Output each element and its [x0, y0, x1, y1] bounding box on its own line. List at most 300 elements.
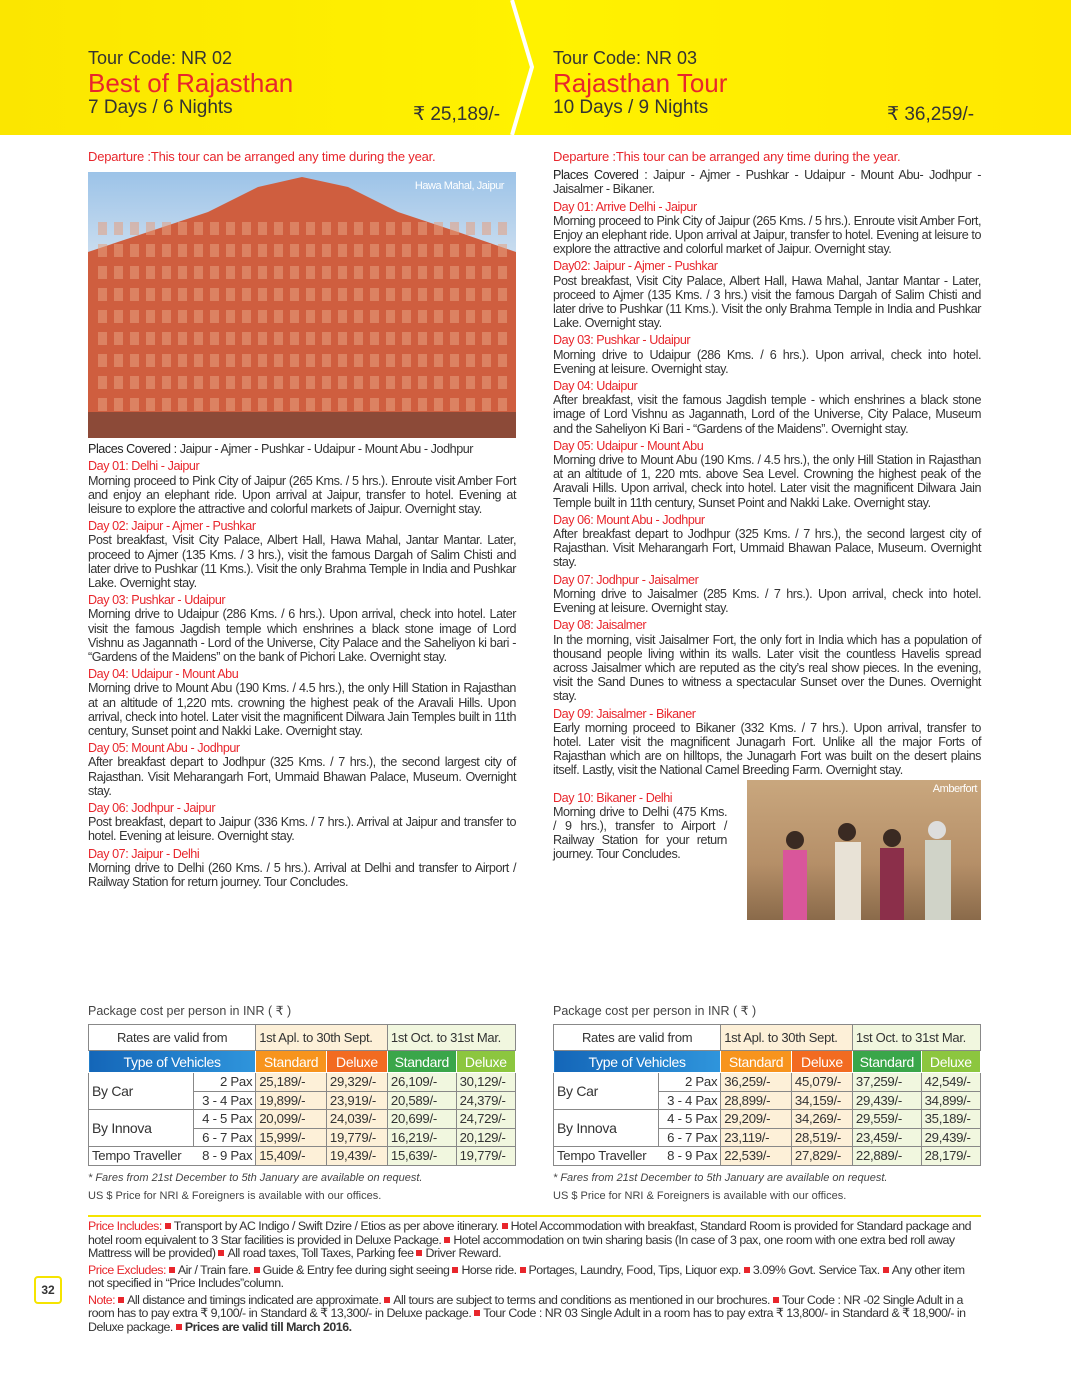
- day-title: Day 07: Jodhpur - Jaisalmer: [553, 572, 699, 587]
- pax: 3 - 4 Pax: [658, 1091, 720, 1110]
- window-mark: [418, 266, 427, 279]
- window-mark: [322, 376, 331, 389]
- tour-title: Rajasthan Tour: [553, 68, 728, 98]
- window-mark: [210, 222, 219, 235]
- page-number: 32: [34, 1276, 62, 1304]
- day-title: Day 08: Jaisalmer: [553, 618, 647, 633]
- season-1: 1st Apl. to 30th Sept.: [721, 1025, 853, 1051]
- window-mark: [226, 266, 235, 279]
- tour-nr02-itinerary: [88, 150, 516, 889]
- window-mark: [210, 376, 219, 389]
- tour-duration: 7 Days / 6 Nights: [88, 97, 233, 118]
- window-mark: [130, 288, 139, 301]
- window-mark: [274, 288, 283, 301]
- window-mark: [306, 310, 315, 323]
- window-mark: [434, 376, 443, 389]
- price-cell: 42,549/-: [921, 1073, 980, 1092]
- bullet-icon: [744, 1267, 750, 1273]
- bullet-icon: [452, 1267, 458, 1273]
- price-cell: 23,919/-: [326, 1091, 387, 1110]
- window-mark: [370, 288, 379, 301]
- places-covered: Jaipur - Ajmer - Pushkar - Udaipur - Mount Abu - Jodhpur: [179, 442, 474, 457]
- window-mark: [418, 354, 427, 367]
- day-text: Morning proceed to Pink City of Jaipur (265 Kms. / 5 hrs.). Enroute visit Amber Fort and enjoy an elephant ride. Upon arrival at Jaipur, transfer to hotel. Evening at leisure to explore the attractive and colorful markets of Jaipur. Overnight stay.: [88, 473, 516, 517]
- window-mark: [354, 288, 363, 301]
- window-mark: [114, 288, 123, 301]
- tour-price: ₹ 25,189/-: [413, 104, 501, 125]
- window-mark: [274, 266, 283, 279]
- vehicle-type: Tempo Traveller: [89, 1147, 194, 1166]
- terms-footer: [88, 1220, 981, 1337]
- price-cell: 29,209/-: [721, 1110, 792, 1129]
- window-mark: [322, 288, 331, 301]
- price-cell: 45,079/-: [791, 1073, 852, 1092]
- window-mark: [162, 376, 171, 389]
- window-mark: [322, 266, 331, 279]
- window-mark: [290, 222, 299, 235]
- price-cell: 20,129/-: [456, 1128, 515, 1147]
- window-mark: [130, 244, 139, 257]
- day-text: Morning drive to Delhi (260 Kms. / 5 hrs.). Arrival at Delhi and transfer to Airport / Railway Station for return journey. Tour Concludes.: [88, 860, 516, 890]
- window-mark: [242, 398, 251, 411]
- price-cell: 24,729/-: [456, 1110, 515, 1129]
- bullet-icon: [384, 1297, 390, 1303]
- price-cell: 29,439/-: [852, 1091, 921, 1110]
- window-mark: [98, 310, 107, 323]
- day-title: Day 04: Udaipur - Mount Abu: [88, 667, 239, 682]
- window-mark: [274, 310, 283, 323]
- window-mark: [306, 222, 315, 235]
- standard-header: Standard: [387, 1051, 456, 1073]
- tourists-illustration: [747, 780, 981, 920]
- nts-item: Tour Code : NR -02 Single Adult in a room has to pay extra ₹ 9,100/- in Standard & ₹ 13,300/- in Deluxe package.: [88, 1292, 963, 1320]
- window-mark: [498, 376, 507, 389]
- table-header-row: [89, 1025, 516, 1051]
- bullet-icon: [118, 1297, 124, 1303]
- exc-item: Any other item not specified in “Price Includes”column.: [88, 1262, 965, 1290]
- window-mark: [226, 354, 235, 367]
- price-cell: 36,259/-: [721, 1073, 792, 1092]
- price-cell: 23,459/-: [852, 1128, 921, 1147]
- window-mark: [386, 376, 395, 389]
- window-mark: [466, 398, 475, 411]
- table-subheader-row: [554, 1051, 981, 1073]
- exc-item: Guide & Entry fee during sight seeing: [262, 1262, 450, 1277]
- chevron-divider: [510, 0, 540, 135]
- window-mark: [306, 354, 315, 367]
- window-mark: [482, 398, 491, 411]
- price-cell: 22,539/-: [721, 1147, 792, 1166]
- window-mark: [402, 288, 411, 301]
- inc-item: Hotel Accommodation with breakfast, Standard Room is provided for Standard package and hotel room equivalent to 3 Star facilities is provided in Deluxe Package.: [88, 1219, 972, 1247]
- window-mark: [290, 244, 299, 257]
- window-mark: [146, 398, 155, 411]
- window-mark: [98, 354, 107, 367]
- price-cell: 28,519/-: [791, 1128, 852, 1147]
- window-mark: [146, 310, 155, 323]
- window-mark: [210, 266, 219, 279]
- places-label: Places Covered :: [88, 442, 177, 457]
- window-mark: [434, 310, 443, 323]
- tour-header-nr02: [88, 48, 293, 119]
- window-mark: [402, 266, 411, 279]
- nts-item: All tours are subject to terms and conditions as mentioned in our brochures.: [393, 1292, 770, 1307]
- price-cell: 27,829/-: [791, 1147, 852, 1166]
- vehicle-type: By Innova: [89, 1110, 194, 1147]
- day-title: Day 04: Udaipur: [553, 379, 638, 394]
- price-cell: 29,559/-: [852, 1110, 921, 1129]
- table-row: [554, 1073, 981, 1092]
- window-mark: [338, 376, 347, 389]
- window-mark: [498, 288, 507, 301]
- price-cell: 28,899/-: [721, 1091, 792, 1110]
- tour-code: Tour Code: NR 02: [88, 48, 233, 68]
- bullet-icon: [176, 1324, 182, 1330]
- window-mark: [274, 222, 283, 235]
- standard-header: Standard: [721, 1051, 792, 1073]
- price-cell: 19,439/-: [326, 1147, 387, 1166]
- hawa-mahal-photo: [88, 172, 516, 438]
- window-mark: [434, 354, 443, 367]
- window-mark: [226, 376, 235, 389]
- nts-item: Tour Code : NR 03 Single Adult in a room has to pay extra ₹ 13,800/- in Standard & ₹ 18,900/- in Deluxe package.: [88, 1306, 966, 1334]
- window-mark: [354, 354, 363, 367]
- deluxe-header: Deluxe: [326, 1051, 387, 1073]
- bullet-icon: [165, 1223, 171, 1229]
- window-mark: [130, 266, 139, 279]
- window-mark: [210, 332, 219, 345]
- window-mark: [98, 266, 107, 279]
- window-mark: [482, 222, 491, 235]
- bullet-icon: [502, 1223, 508, 1229]
- window-mark: [146, 222, 155, 235]
- day-title: Day 09: Jaisalmer - Bikaner: [553, 706, 696, 721]
- window-mark: [178, 288, 187, 301]
- day-text: Post breakfast, Visit City Palace, Albert Hall, Hawa Mahal, Jantar Mantar - Later, proceed to Ajmer (135 Kms. / 3 hrs.) visit the famous Dargah of Salim Chisti and later drive to Pushkar (11 Kms.). Visit the only Brahma Temple in India and Pushkar Lake. Overnight stay.: [553, 273, 981, 331]
- window-mark: [226, 288, 235, 301]
- window-mark: [322, 332, 331, 345]
- price-cell: 34,159/-: [791, 1091, 852, 1110]
- window-mark: [258, 266, 267, 279]
- vehicle-type: By Innova: [554, 1110, 659, 1147]
- window-mark: [210, 398, 219, 411]
- window-mark: [338, 266, 347, 279]
- day-text: After breakfast depart to Jodhpur (325 Kms. / 7 hrs.), the second largest city of Rajasthan. Visit Meharangarh Fort, Ummaid Bhawan Palace, Museum. Overnight stay.: [553, 527, 981, 570]
- table-row: [554, 1110, 981, 1129]
- window-mark: [162, 310, 171, 323]
- window-mark: [386, 398, 395, 411]
- window-mark: [162, 288, 171, 301]
- pax: 3 - 4 Pax: [193, 1091, 255, 1110]
- window-mark: [354, 310, 363, 323]
- window-mark: [210, 244, 219, 257]
- day-text: After breakfast, visit the famous Jagdish temple - which enshrines a black stone image of Lord Vishnu as Jagannath, Lord of the Universe, City Palace, Museum and the Saheliyon Ki Bari - “Gardens of the Maidens”. Overnight stay.: [553, 393, 981, 436]
- window-mark: [114, 332, 123, 345]
- pax: 8 - 9 Pax: [658, 1147, 720, 1166]
- window-mark: [354, 398, 363, 411]
- window-mark: [274, 332, 283, 345]
- window-mark: [338, 398, 347, 411]
- window-mark: [402, 244, 411, 257]
- window-mark: [226, 310, 235, 323]
- day-title: Day 01: Delhi - Jaipur: [88, 459, 200, 474]
- window-mark: [386, 310, 395, 323]
- day-text: Morning drive to Delhi (475 Kms. / 9 hrs.), transfer to Airport / Railway Station for your return journey. Tour Concludes.: [553, 804, 727, 862]
- day-title: Day02: Jaipur - Ajmer - Pushkar: [553, 259, 718, 274]
- window-mark: [322, 354, 331, 367]
- window-mark: [146, 354, 155, 367]
- window-mark: [370, 354, 379, 367]
- window-mark: [114, 310, 123, 323]
- price-includes: [88, 1220, 981, 1261]
- window-mark: [402, 376, 411, 389]
- nri-note: US $ Price for NRI & Foreigners is available with our offices.: [553, 1190, 847, 1202]
- day-text: Post breakfast, Visit City Palace, Albert Hall, Hawa Mahal, Jantar Mantar. Later, proceed to Ajmer (135 Kms. / 3 hrs.), visit the famous Dargah of Salim Chisti and later drive to Pushkar (11 Kms.). Visit the only Brahma Temple in India and Pushkar Lake. Overnight stay.: [88, 533, 516, 591]
- window-mark: [194, 332, 203, 345]
- window-mark: [258, 398, 267, 411]
- window-mark: [306, 244, 315, 257]
- deluxe-header: Deluxe: [791, 1051, 852, 1073]
- day-title: Day 06: Mount Abu - Jodhpur: [553, 512, 705, 527]
- season-2: 1st Oct. to 31st Mar.: [387, 1025, 515, 1051]
- window-mark: [194, 398, 203, 411]
- bullet-icon: [416, 1250, 422, 1256]
- pax: 2 Pax: [658, 1073, 720, 1092]
- vehicle-type: By Car: [89, 1073, 194, 1110]
- window-mark: [194, 288, 203, 301]
- price-cell: 19,779/-: [456, 1147, 515, 1166]
- window-mark: [482, 244, 491, 257]
- window-mark: [178, 222, 187, 235]
- window-mark: [258, 376, 267, 389]
- window-mark: [162, 398, 171, 411]
- price-cell: 20,589/-: [387, 1091, 456, 1110]
- window-mark: [322, 244, 331, 257]
- bullet-icon: [218, 1250, 224, 1256]
- day-title: Day 02: Jaipur - Ajmer - Pushkar: [88, 519, 256, 534]
- window-mark: [98, 332, 107, 345]
- window-mark: [466, 310, 475, 323]
- window-mark: [130, 376, 139, 389]
- window-mark: [178, 376, 187, 389]
- window-mark: [338, 332, 347, 345]
- bullet-icon: [169, 1267, 175, 1273]
- window-mark: [482, 266, 491, 279]
- price-excludes: [88, 1264, 981, 1291]
- window-mark: [98, 376, 107, 389]
- day-text: After breakfast depart to Jodhpur (325 Kms. / 7 hrs.), the second largest city of Rajasthan. Visit Meharangarh Fort, Ummaid Bhawan Palace, Museum. Overnight stay.: [88, 755, 516, 798]
- window-mark: [274, 354, 283, 367]
- window-mark: [386, 266, 395, 279]
- deluxe-header: Deluxe: [921, 1051, 980, 1073]
- price-cell: 20,699/-: [387, 1110, 456, 1129]
- day-text: Morning drive to Udaipur (286 Kms. / 6 hrs.). Upon arrival, check into hotel. Evening at leisure. Overnight stay.: [553, 347, 981, 376]
- pax: 6 - 7 Pax: [193, 1128, 255, 1147]
- window-mark: [322, 310, 331, 323]
- window-mark: [146, 266, 155, 279]
- window-mark: [370, 244, 379, 257]
- window-mark: [258, 354, 267, 367]
- standard-header: Standard: [256, 1051, 327, 1073]
- day-text: Post breakfast, depart to Jaipur (336 Kms. / 7 hrs.). Arrival at Jaipur and transfer to hotel. Evening at leisure. Overnight stay.: [88, 815, 516, 844]
- window-mark: [130, 310, 139, 323]
- window-mark: [258, 222, 267, 235]
- window-mark: [386, 288, 395, 301]
- inc-item: Driver Reward.: [425, 1246, 502, 1260]
- photo-caption: Amberfort: [932, 782, 977, 795]
- price-cell: 15,409/-: [256, 1147, 327, 1166]
- window-mark: [450, 398, 459, 411]
- window-mark: [98, 398, 107, 411]
- departure-note: Departure :This tour can be arranged any time during the year.: [553, 149, 901, 164]
- window-mark: [370, 310, 379, 323]
- nts-item: All distance and timings indicated are approximate.: [127, 1292, 382, 1307]
- window-mark: [338, 288, 347, 301]
- price-cell: 15,999/-: [256, 1128, 327, 1147]
- window-mark: [242, 222, 251, 235]
- window-mark: [482, 354, 491, 367]
- window-mark: [418, 398, 427, 411]
- window-mark: [370, 398, 379, 411]
- window-mark: [482, 288, 491, 301]
- window-mark: [482, 376, 491, 389]
- day-list: [88, 459, 516, 889]
- window-mark: [434, 266, 443, 279]
- table-subheader-row: [89, 1051, 516, 1073]
- day-list: [553, 200, 981, 778]
- header-band: [0, 0, 1071, 135]
- window-mark: [482, 310, 491, 323]
- window-mark: [194, 310, 203, 323]
- window-mark: [146, 376, 155, 389]
- window-mark: [402, 354, 411, 367]
- tour-title: Best of Rajasthan: [88, 68, 294, 98]
- price-cell: 37,259/-: [852, 1073, 921, 1092]
- window-mark: [354, 222, 363, 235]
- table-row: [89, 1073, 516, 1092]
- package-cost-title: Package cost per person in INR ( ₹ ): [88, 1004, 292, 1018]
- price-cell: 16,219/-: [387, 1128, 456, 1147]
- package-cost-table-nr03: [553, 1024, 981, 1166]
- window-mark: [450, 222, 459, 235]
- window-mark: [322, 398, 331, 411]
- window-mark: [194, 266, 203, 279]
- tour-code: Tour Code: NR 03: [553, 48, 698, 68]
- price-cell: 19,779/-: [326, 1128, 387, 1147]
- window-mark: [450, 332, 459, 345]
- window-mark: [114, 244, 123, 257]
- window-mark: [402, 222, 411, 235]
- price-cell: 19,899/-: [256, 1091, 327, 1110]
- bullet-icon: [773, 1297, 779, 1303]
- vehicle-type: Tempo Traveller: [554, 1147, 659, 1166]
- window-mark: [418, 310, 427, 323]
- bullet-icon: [444, 1237, 450, 1243]
- window-mark: [130, 354, 139, 367]
- window-mark: [114, 398, 123, 411]
- price-cell: 30,129/-: [456, 1073, 515, 1092]
- bullet-icon: [474, 1310, 480, 1316]
- amberfort-photo: [747, 780, 981, 920]
- vehicles-label: Type of Vehicles: [554, 1051, 721, 1073]
- window-mark: [98, 288, 107, 301]
- window-mark: [386, 332, 395, 345]
- price-cell: 34,269/-: [791, 1110, 852, 1129]
- window-mark: [498, 310, 507, 323]
- exc-item: Air / Train fare.: [177, 1262, 251, 1277]
- day-text: In the morning, visit Jaisalmer Fort, the only fort in India which has a population of thousand people living within its walls. Later visit the countless Havelis spread across Jaisalmer which are reputed as the city’s real show pieces. In the evening, visit the Sand Dunes to witness a spectacular Sunset over the Dunes. Overnight stay.: [553, 632, 981, 704]
- window-mark: [418, 332, 427, 345]
- bullet-icon: [520, 1267, 526, 1273]
- window-mark: [242, 332, 251, 345]
- window-mark: [354, 244, 363, 257]
- window-mark: [178, 266, 187, 279]
- window-mark: [146, 244, 155, 257]
- package-cost-title: Package cost per person in INR ( ₹ ): [553, 1004, 757, 1018]
- bullet-icon: [883, 1267, 889, 1273]
- price-cell: 24,039/-: [326, 1110, 387, 1129]
- window-mark: [194, 354, 203, 367]
- window-mark: [258, 310, 267, 323]
- window-mark: [290, 266, 299, 279]
- rates-label: Rates are valid from: [554, 1025, 721, 1051]
- window-mark: [242, 310, 251, 323]
- window-mark: [466, 354, 475, 367]
- window-mark: [322, 222, 331, 235]
- window-mark: [290, 398, 299, 411]
- window-mark: [466, 222, 475, 235]
- season-1: 1st Apl. to 30th Sept.: [256, 1025, 388, 1051]
- window-mark: [466, 266, 475, 279]
- price-cell: 22,889/-: [852, 1147, 921, 1166]
- window-mark: [274, 398, 283, 411]
- window-mark: [434, 332, 443, 345]
- price-cell: 29,329/-: [326, 1073, 387, 1092]
- window-mark: [194, 222, 203, 235]
- window-mark: [370, 266, 379, 279]
- pax: 4 - 5 Pax: [658, 1110, 720, 1129]
- inc-item: Transport by AC Indigo / Swift Dzire / Etios as per above itinerary.: [173, 1219, 499, 1233]
- window-mark: [466, 332, 475, 345]
- window-mark: [226, 244, 235, 257]
- pax: 6 - 7 Pax: [658, 1128, 720, 1147]
- window-mark: [466, 244, 475, 257]
- window-mark: [130, 398, 139, 411]
- day-title: Day 06: Jodhpur - Jaipur: [88, 801, 216, 816]
- window-mark: [274, 376, 283, 389]
- window-mark: [434, 222, 443, 235]
- window-mark: [290, 310, 299, 323]
- inc-item: Hotel accommodation on twin sharing basis (In case of 3 pax, one room with one extra bed roll away Mattress will be provided): [88, 1232, 955, 1260]
- window-mark: [354, 266, 363, 279]
- table-row: [554, 1147, 981, 1166]
- day-title: Day 03: Pushkar - Udaipur: [553, 333, 691, 348]
- window-mark: [178, 310, 187, 323]
- tour-nr03-itinerary: [553, 150, 981, 920]
- window-mark: [354, 332, 363, 345]
- window-mark: [98, 222, 107, 235]
- window-mark: [210, 288, 219, 301]
- window-mark: [178, 244, 187, 257]
- table-row: [89, 1110, 516, 1129]
- standard-header: Standard: [852, 1051, 921, 1073]
- window-mark: [306, 332, 315, 345]
- window-mark: [114, 376, 123, 389]
- window-mark: [402, 310, 411, 323]
- window-mark: [450, 266, 459, 279]
- window-mark: [450, 244, 459, 257]
- price-cell: 28,179/-: [921, 1147, 980, 1166]
